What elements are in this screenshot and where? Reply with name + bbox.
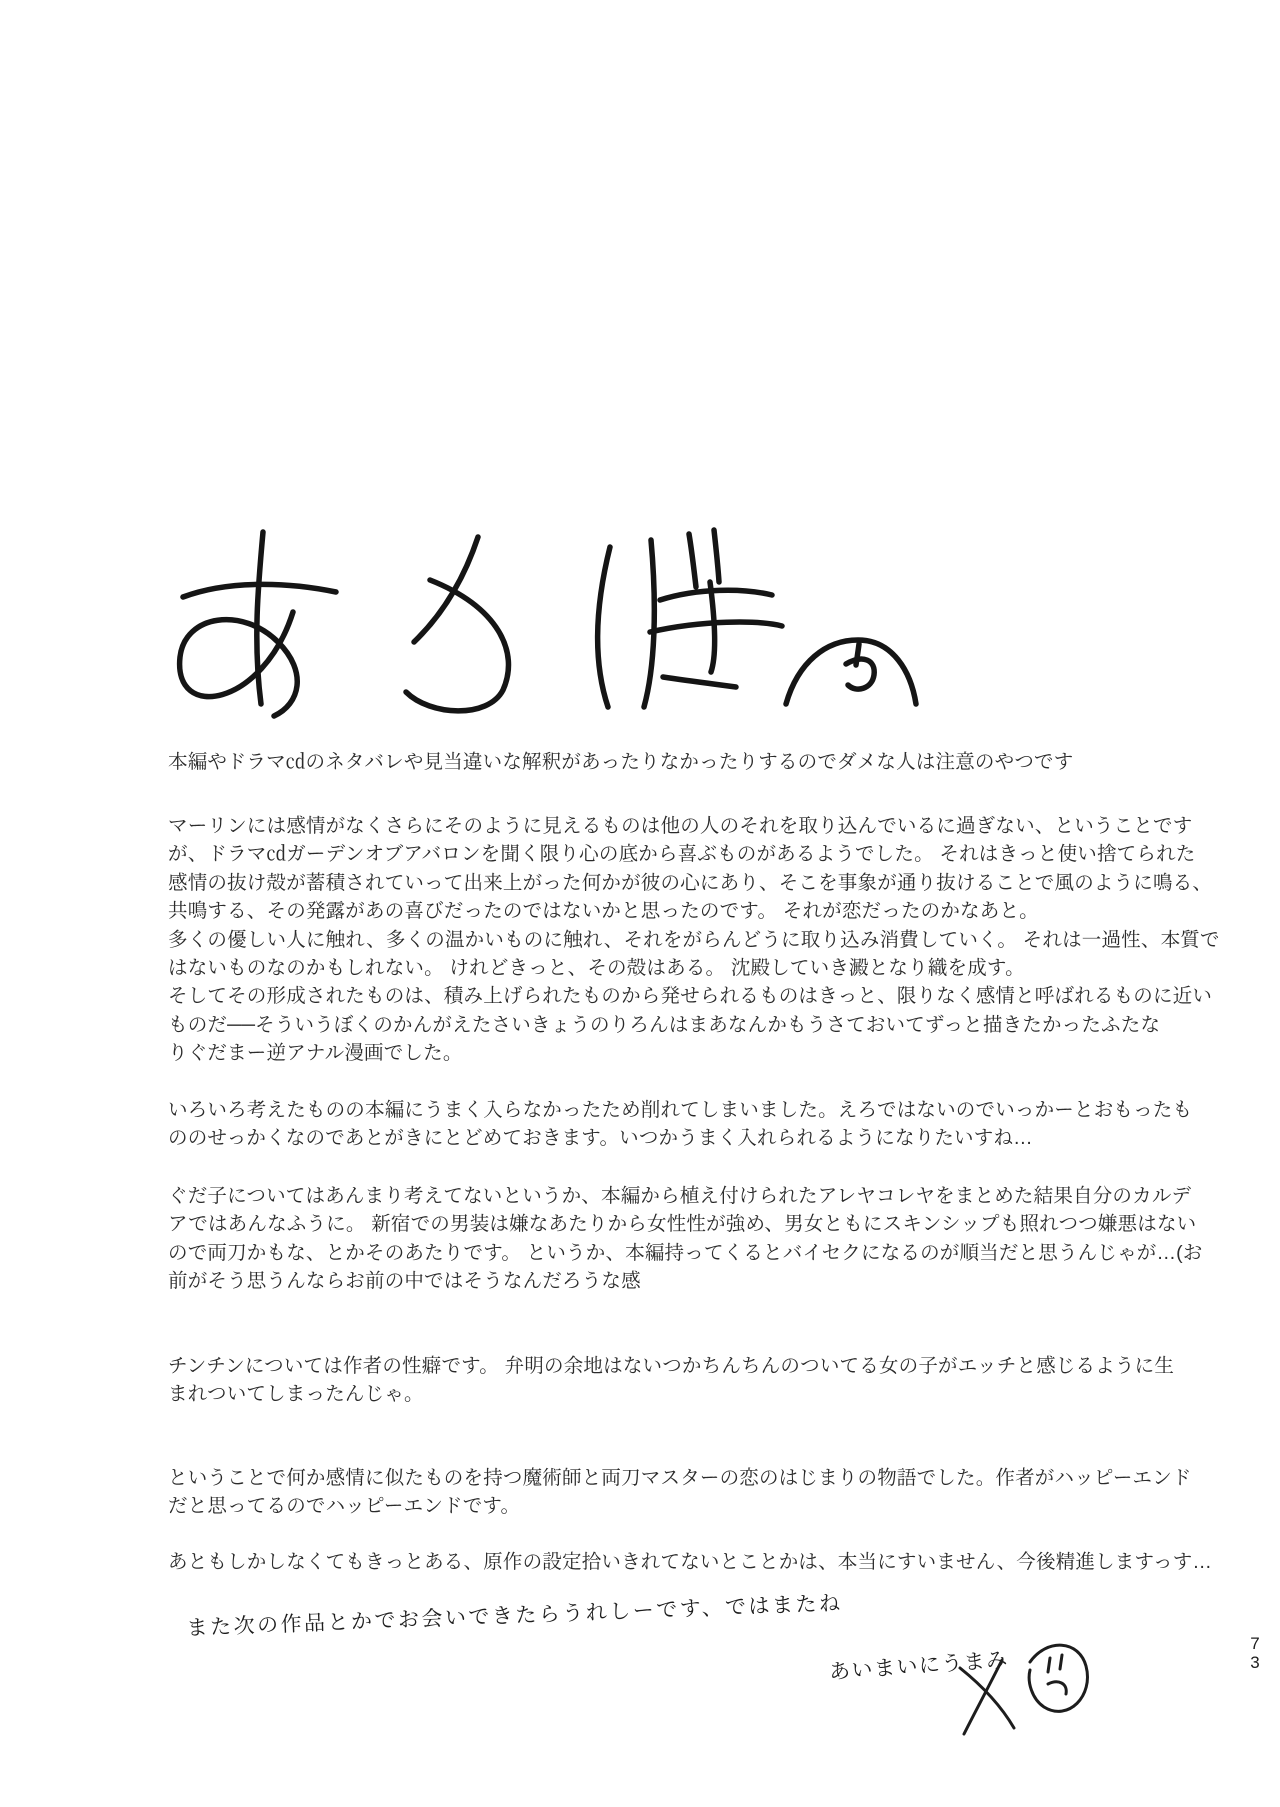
title-char-a	[180, 532, 336, 716]
paragraph-author-preference	[168, 1352, 1175, 1409]
paragraph-spoiler-warning	[168, 748, 1128, 776]
body-line: はないものなのかもしれない。 けれどきっと、その殻はある。 沈殿していき澱となり織を成す。	[168, 957, 1025, 980]
body-line: 本編やドラマ㏅のネタバレや見当違いな解釈があったりなかったりするのでダメな人は注意のやつです	[168, 751, 1074, 773]
paragraph-merlin-feelings	[168, 812, 1220, 1068]
body-line: ので両刀かもな、とかそのあたりです。 というか、本編持ってくるとバイセクになるのが順当だと思うんじゃが…(お	[168, 1241, 1203, 1264]
body-line: ののせっかくなのであとがきにとどめておきます。いつかうまく入れられるようになりたいすね…	[168, 1127, 1033, 1150]
body-line: チンチンについては作者の性癖です。 弁明の余地はないつかちんちんのついてる女の子がエッチと感じるように生	[168, 1355, 1175, 1377]
handwritten-closing-line: また次の作品とかでお会いできたらうれしーです、ではまたね	[186, 1591, 843, 1640]
body-line: マーリンには感情がなくさらにそのように見えるものは他の人のそれを取り込んでいるに過ぎない、ということです	[168, 815, 1193, 837]
handwritten-signature: あいまいにうまみ	[828, 1648, 1010, 1684]
paragraph-cut-content	[168, 1096, 1193, 1153]
body-line: だと思ってるのでハッピーエンドです。	[168, 1495, 521, 1518]
body-line: 感情の抜け殻が蓄積されていって出来上がった何かが彼の心にあり、そこを事象が通り抜けることで風のように鳴る、	[168, 871, 1213, 894]
paragraph-happy-end	[168, 1464, 1192, 1521]
body-line: りぐだまー逆アナル漫画でした。	[168, 1042, 463, 1065]
title-char-ki	[650, 582, 782, 687]
body-line: あともしかしなくてもきっとある、原作の設定拾いきれてないとことかは、本当にすいません、今後精進しますっす…	[168, 1551, 1213, 1573]
title-char-to	[406, 537, 508, 711]
signature-doodle	[952, 1630, 1102, 1750]
body-line: ぐだ子についてはあんまり考えてないというか、本編から植え付けられたアレヤコレヤをまとめた結果自分のカルデ	[168, 1185, 1192, 1207]
body-line: ということで何か感情に似たものを持つ魔術師と両刀マスターの恋のはじまりの物語でした。作者がハッピーエンド	[168, 1467, 1192, 1489]
paragraph-gudako	[168, 1182, 1203, 1296]
body-line: アではあんなふうに。 新宿での男装は嫌なあたりから女性性が強め、男女ともにスキンシップも照れつつ嫌悪はない	[168, 1213, 1197, 1236]
page-number	[1244, 1634, 1266, 1672]
paragraph-apology	[168, 1548, 1213, 1576]
body-line: が、ドラマ㏅ガーデンオブアバロンを聞く限り心の底から喜ぶものがあるようでした。 それはきっと使い捨てられた	[168, 843, 1196, 866]
page-number-digit-top: 7	[1250, 1634, 1260, 1653]
body-line: そしてその形成されたものは、積み上げられたものから発せられるものはきっと、限りなく感情と呼ばれるものに近い	[168, 985, 1213, 1008]
body-line: 共鳴する、その発露があの喜びだったのではないかと思ったのです。 それが恋だったのかなあと。	[168, 900, 1039, 923]
afterword-title-handwriting	[158, 492, 928, 732]
page-number-digit-bottom: 3	[1250, 1653, 1260, 1672]
body-line: 多くの優しい人に触れ、多くの温かいものに触れ、それをがらんどうに取り込み消費していく。 それは一過性、本質で	[168, 928, 1220, 951]
body-line: いろいろ考えたものの本編にうまく入らなかったため削れてしまいました。えろではないのでいっかーとおもったも	[168, 1099, 1193, 1121]
body-line: ものだ──そういうぼくのかんがえたさいきょうのりろんはまあなんかもうさておいてずっと描きたかったふたな	[168, 1013, 1161, 1036]
title-doodle-no	[786, 640, 916, 704]
body-line: まれついてしまったんじゃ。	[168, 1383, 424, 1406]
body-line: 前がそう思うんならお前の中ではそうなんだろうな感	[168, 1270, 641, 1293]
